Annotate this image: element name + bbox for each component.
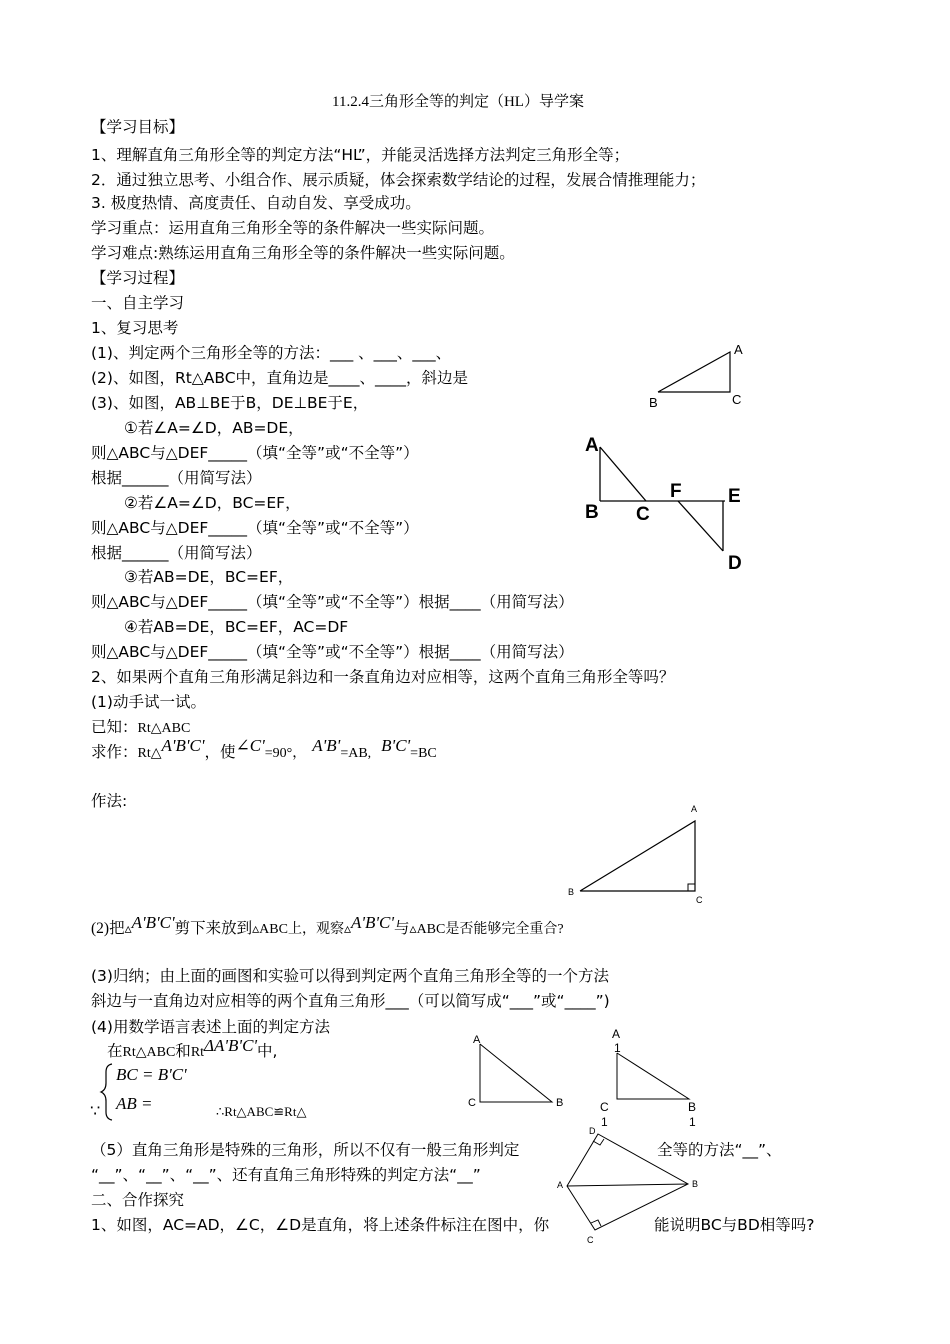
figure-5-triangle <box>590 1025 720 1130</box>
cooperate-line-2: 能说明BC与BD相等吗? <box>654 1216 815 1234</box>
construct-line <box>91 736 437 764</box>
construct-bc: B'C' <box>381 736 411 755</box>
construct-ab: A'B' <box>312 736 341 755</box>
induce-line-1: (3)归纳；由上面的画图和实验可以得到判定两个直角三角形全等的一个方法 <box>91 967 609 985</box>
fig5-label-c1: 1 <box>601 1115 608 1129</box>
fig5-label-b1: 1 <box>689 1115 696 1129</box>
cut-part1: (2)把 <box>91 920 125 937</box>
construct-eq90: =90°， <box>264 746 307 761</box>
part2-heading: 二、合作探究 <box>91 1191 185 1209</box>
fig5-label-a1: 1 <box>614 1041 621 1055</box>
construct-eqab: =AB, <box>340 746 372 761</box>
cut-delta2-icon: ▵ <box>252 921 260 937</box>
cut-delta4-icon: ▵ <box>409 921 417 937</box>
cut-part3: ABC上，观察 <box>259 922 344 937</box>
fig5-label-b: B <box>688 1100 697 1114</box>
fig3-label-b: B <box>568 887 575 897</box>
case3-condition: ③若AB=DE，BC=EF， <box>124 568 294 586</box>
fig1-label-a: A <box>734 342 743 357</box>
fig5-label-a: A <box>612 1027 621 1041</box>
goal-item-3: 3. 极度热情、高度责任、自动自发、享受成功。 <box>91 194 421 212</box>
cut-part5: ABC是否能够完全重合? <box>416 922 564 937</box>
case1-result: 则△ABC与△DEF_____（填“全等”或“不全等”） <box>91 444 419 462</box>
figure-4-triangle <box>460 1030 580 1115</box>
special-line-3: “__”、“__”、“__”、还有直角三角形特殊的判定方法“__” <box>91 1166 481 1184</box>
goal-item-2: 2．通过独立思考、小组合作、展示质疑，体会探索数学结论的过程，发展合情推理能力； <box>91 171 706 189</box>
fig2-label-b: B <box>585 502 599 523</box>
in-part2: Rt△ABC <box>122 1045 176 1060</box>
construct-label: 求作： <box>91 743 138 761</box>
part1-heading: 一、自主学习 <box>91 294 185 312</box>
fig3-label-c: C <box>696 895 703 905</box>
fig6-label-d: D <box>589 1126 596 1136</box>
cut-triangle2: A'B'C' <box>351 913 395 932</box>
fig6-label-c: C <box>587 1235 594 1245</box>
case1-condition: ①若∠A=∠D，AB=DE， <box>124 419 304 437</box>
fig2-label-f: F <box>670 481 682 502</box>
in-part1: 在 <box>107 1042 123 1060</box>
case2-condition: ②若∠A=∠D，BC=EF， <box>124 494 301 512</box>
therefore-line: ∴Rt△ABC≌Rt△ <box>216 1104 307 1119</box>
in-part5: 中, <box>257 1042 278 1060</box>
in-triangle: ΔA'B'C' <box>204 1036 258 1055</box>
case4-condition: ④若AB=DE，BC=EF，AC=DF <box>124 618 349 636</box>
fig6-label-b: B <box>692 1179 699 1189</box>
induce-line-2: 斜边与一直角边对应相等的两个直角三角形___（可以简写成“___”或“____”) <box>91 992 610 1010</box>
method-label: 作法: <box>91 792 128 810</box>
because-symbol: ∵ <box>90 1101 101 1120</box>
case1-basis: 根据______（用简写法） <box>91 469 262 487</box>
cut-delta3-icon: ▵ <box>343 921 351 937</box>
key-point: 学习重点：运用直角三角形全等的条件解决一些实际问题。 <box>91 219 495 237</box>
construct-comma: ， <box>204 743 221 761</box>
language-heading: (4)用数学语言表述上面的判定方法 <box>91 1018 330 1036</box>
cut-line <box>91 913 564 940</box>
goals-heading: 【学习目标】 <box>91 118 185 136</box>
question-3: (3)、如图，AB⊥BE于B，DE⊥BE于E， <box>91 394 369 412</box>
fig1-label-b: B <box>649 395 658 410</box>
fig2-label-d: D <box>728 553 742 574</box>
construct-triangle: A'B'C' <box>161 736 205 755</box>
cut-triangle1: A'B'C' <box>131 913 175 932</box>
special-line-2: 全等的方法“__”、 <box>657 1141 782 1159</box>
figure-2-triangles <box>580 425 760 580</box>
process-heading: 【学习过程】 <box>91 269 185 287</box>
construct-eqbc: =BC <box>410 746 437 761</box>
fig1-label-c: C <box>732 392 742 407</box>
cooperate-line-1: 1、如图，AC=AD，∠C，∠D是直角，将上述条件标注在图中，你 <box>91 1216 550 1234</box>
cut-part4: 与 <box>394 919 410 937</box>
fig6-label-a: A <box>557 1180 564 1190</box>
main-question: 2、如果两个直角三角形满足斜边和一条直角边对应相等，这两个直角三角形全等吗？ <box>91 668 675 686</box>
question-2: (2)、如图，Rt△ABC中，直角边是____、____，斜边是 <box>91 369 469 387</box>
figure-1-triangle <box>640 336 760 416</box>
figure-6-quadrilateral <box>555 1120 715 1250</box>
in-part3: 和 <box>175 1042 191 1060</box>
equation-1: BC = B'C' <box>116 1065 187 1084</box>
fig2-label-c: C <box>636 504 650 525</box>
construct-angle: ∠C' <box>235 736 265 755</box>
review-heading: 1、复习思考 <box>91 319 179 337</box>
fig4-label-c: C <box>468 1097 476 1109</box>
cut-part2: 剪下来放到 <box>174 919 253 937</box>
difficulty: 学习难点:熟练运用直角三角形全等的条件解决一些实际问题。 <box>91 244 515 262</box>
fig3-label-a: A <box>691 804 698 814</box>
fig4-label-b: B <box>556 1097 564 1109</box>
fig4-label-a: A <box>473 1034 481 1046</box>
construct-rt: Rt△ <box>137 746 162 761</box>
special-line-1: （5）直角三角形是特殊的三角形，所以不仅有一般三角形判定 <box>91 1141 520 1159</box>
in-triangles-line <box>107 1036 278 1063</box>
case2-result: 则△ABC与△DEF_____（填“全等”或“不全等”） <box>91 519 419 537</box>
question-1: (1)、判定两个三角形全等的方法：___ 、___、___、 <box>91 344 452 362</box>
fig2-label-a: A <box>585 435 599 456</box>
case3-result: 则△ABC与△DEF_____（填“全等”或“不全等”）根据____（用简写法） <box>91 593 574 611</box>
known-value: Rt△ABC <box>137 721 191 736</box>
page-title: 11.2.4三角形全等的判定（HL）导学案 <box>332 94 584 110</box>
figure-3-triangle <box>560 800 720 910</box>
known-label: 已知： <box>91 718 138 736</box>
construct-shi: 使 <box>220 743 236 761</box>
in-part4: Rt <box>190 1045 205 1060</box>
equation-2: AB = <box>116 1094 153 1113</box>
case4-result: 则△ABC与△DEF_____（填“全等”或“不全等”）根据____（用简写法） <box>91 643 574 661</box>
fig2-label-e: E <box>728 486 741 507</box>
goal-item-1: 1、理解直角三角形全等的判定方法“HL”，并能灵活选择方法判定三角形全等； <box>91 146 630 164</box>
cut-delta1-icon: ▵ <box>124 921 132 937</box>
try-heading: (1)动手试一试。 <box>91 693 206 711</box>
case2-basis: 根据______（用简写法） <box>91 544 262 562</box>
fig5-label-c: C <box>600 1100 609 1114</box>
